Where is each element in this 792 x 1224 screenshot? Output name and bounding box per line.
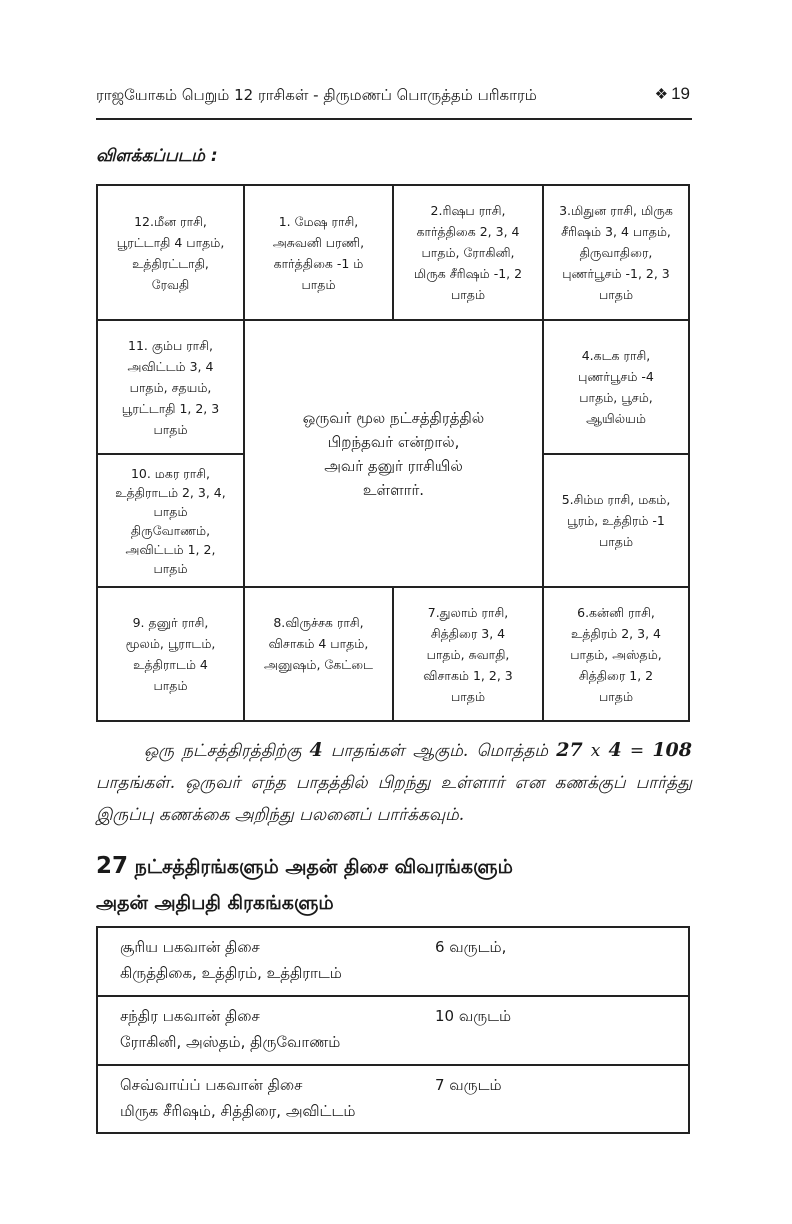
page-number-group [655, 84, 690, 104]
header-rule [96, 118, 692, 120]
para-text: x [582, 741, 609, 761]
cell-text: 8.விருச்சக ராசி, விசாகம் 4 பாதம், அனுஷம், கேட்டை [264, 614, 373, 672]
chart-center-note [245, 321, 542, 586]
section-label: விளக்கப்படம் : [96, 146, 218, 166]
heading-line-1 [96, 848, 513, 885]
center-text: ஒருவர் மூல நட்சத்திரத்தில் பிறந்தவர் என்றால், அவர் தனுர் ராசியில் உள்ளார். [302, 408, 485, 499]
heading-line-2: அதன் அதிபதி கிரகங்களும் [96, 892, 334, 914]
para-text: பாதங்கள் ஆகும். மொத்தம் [322, 741, 557, 761]
cell-text: 4.கடக ராசி, புணர்பூசம் -4 பாதம், பூசம், ஆயில்யம் [578, 348, 654, 426]
cell-text: 12.மீன ராசி, பூரட்டாதி 4 பாதம், உத்திரட்டாதி, ரேவதி [116, 213, 225, 292]
rasi-cell-simha [544, 455, 688, 586]
dasa-stars: ரோகினி, அஸ்தம், திருவோணம் [120, 1033, 341, 1051]
page-number: 19 [671, 84, 690, 103]
para-number: 108 [652, 739, 692, 761]
para-number: 4 [309, 739, 323, 761]
para-number: 27 [556, 739, 583, 761]
cell-text: 5.சிம்ம ராசி, மகம், பூரம், உத்திரம் -1 பாதம் [561, 492, 671, 549]
dasa-planet: செவ்வாய்ப் பகவான் திசை [120, 1076, 303, 1094]
rasi-cell-makara [98, 455, 243, 586]
dasa-row [98, 1066, 688, 1135]
heading-number: 27 [96, 853, 129, 879]
rasi-cell-mesha [245, 186, 392, 319]
cell-text: 11. கும்ப ராசி, அவிட்டம் 3, 4 பாதம், சதயம், பூரட்டாதி 1, 2, 3 பாதம் [121, 337, 220, 437]
rasi-cell-rishaba [394, 186, 542, 319]
dasa-table [96, 926, 690, 1134]
dasa-row [98, 997, 688, 1066]
cell-text: 10. மகர ராசி, உத்திராடம் 2, 3, 4, பாதம் திருவோணம், அவிட்டம் 1, 2, பாதம் [115, 465, 226, 576]
rasi-chart [96, 184, 690, 722]
rasi-cell-kataka [544, 321, 688, 453]
rasi-cell-kanni [544, 588, 688, 720]
dasa-years: 10 வருடம் [435, 1007, 512, 1025]
rasi-cell-meena [98, 186, 243, 319]
section-heading [96, 848, 513, 921]
cell-text: 2.ரிஷப ராசி, கார்த்திகை 2, 3, 4 பாதம், ரோகினி, மிருக சீரிஷம் -1, 2 பாதம் [413, 203, 523, 302]
para-text: பாதங்கள். ஒருவர் எந்த பாதத்தில் பிறந்து உள்ளார் என கணக்குப் பார்த்து இருப்பு கணக்கை அறிந்து பலனைப் பார்க்கவும். [96, 773, 692, 825]
ornament-diamond-icon: ❖ [654, 86, 669, 103]
para-number: 4 [608, 739, 622, 761]
cell-text: 9. தனுர் ராசி, மூலம், பூராடம், உத்திராடம் 4 பாதம் [125, 615, 216, 693]
dasa-stars: மிருக சீரிஷம், சித்திரை, அவிட்டம் [120, 1102, 356, 1120]
rasi-cell-mithuna [544, 186, 688, 319]
rasi-cell-kumba [98, 321, 243, 453]
dasa-planet: சந்திர பகவான் திசை [120, 1007, 260, 1025]
heading-text: நட்சத்திரங்களும் அதன் திசை விவரங்களும் [128, 856, 513, 878]
para-text: = [621, 741, 653, 761]
cell-text: 1. மேஷ ராசி, அசுவனி பரணி, கார்த்திகை -1 ம் பாதம் [272, 213, 365, 292]
dasa-years: 7 வருடம் [435, 1076, 502, 1094]
dasa-planet: சூரிய பகவான் திசை [120, 938, 260, 956]
dasa-stars: கிருத்திகை, உத்திரம், உத்திராடம் [120, 964, 342, 982]
rasi-cell-dhanur [98, 588, 243, 720]
cell-text: 3.மிதுன ராசி, மிருக சீரிஷம் 3, 4 பாதம், திருவாதிரை, புணர்பூசம் -1, 2, 3 பாதம் [559, 203, 673, 302]
running-title: ராஜயோகம் பெறும் 12 ராசிகள் - திருமணப் பொருத்தம் பரிகாரம் [96, 86, 537, 104]
para-text: ஒரு நட்சத்திரத்திற்கு [144, 741, 310, 761]
dasa-row [98, 928, 688, 997]
body-paragraph [96, 734, 692, 831]
dasa-years: 6 வருடம், [435, 938, 507, 956]
rasi-cell-vrischika [245, 588, 392, 698]
cell-text: 7.துலாம் ராசி, சித்திரை 3, 4 பாதம், சுவாதி, விசாகம் 1, 2, 3 பாதம் [423, 604, 513, 704]
cell-text: 6.கன்னி ராசி, உத்திரம் 2, 3, 4 பாதம், அஸ்தம், சித்திரை 1, 2 பாதம் [570, 604, 662, 704]
rasi-cell-thula [394, 588, 542, 720]
